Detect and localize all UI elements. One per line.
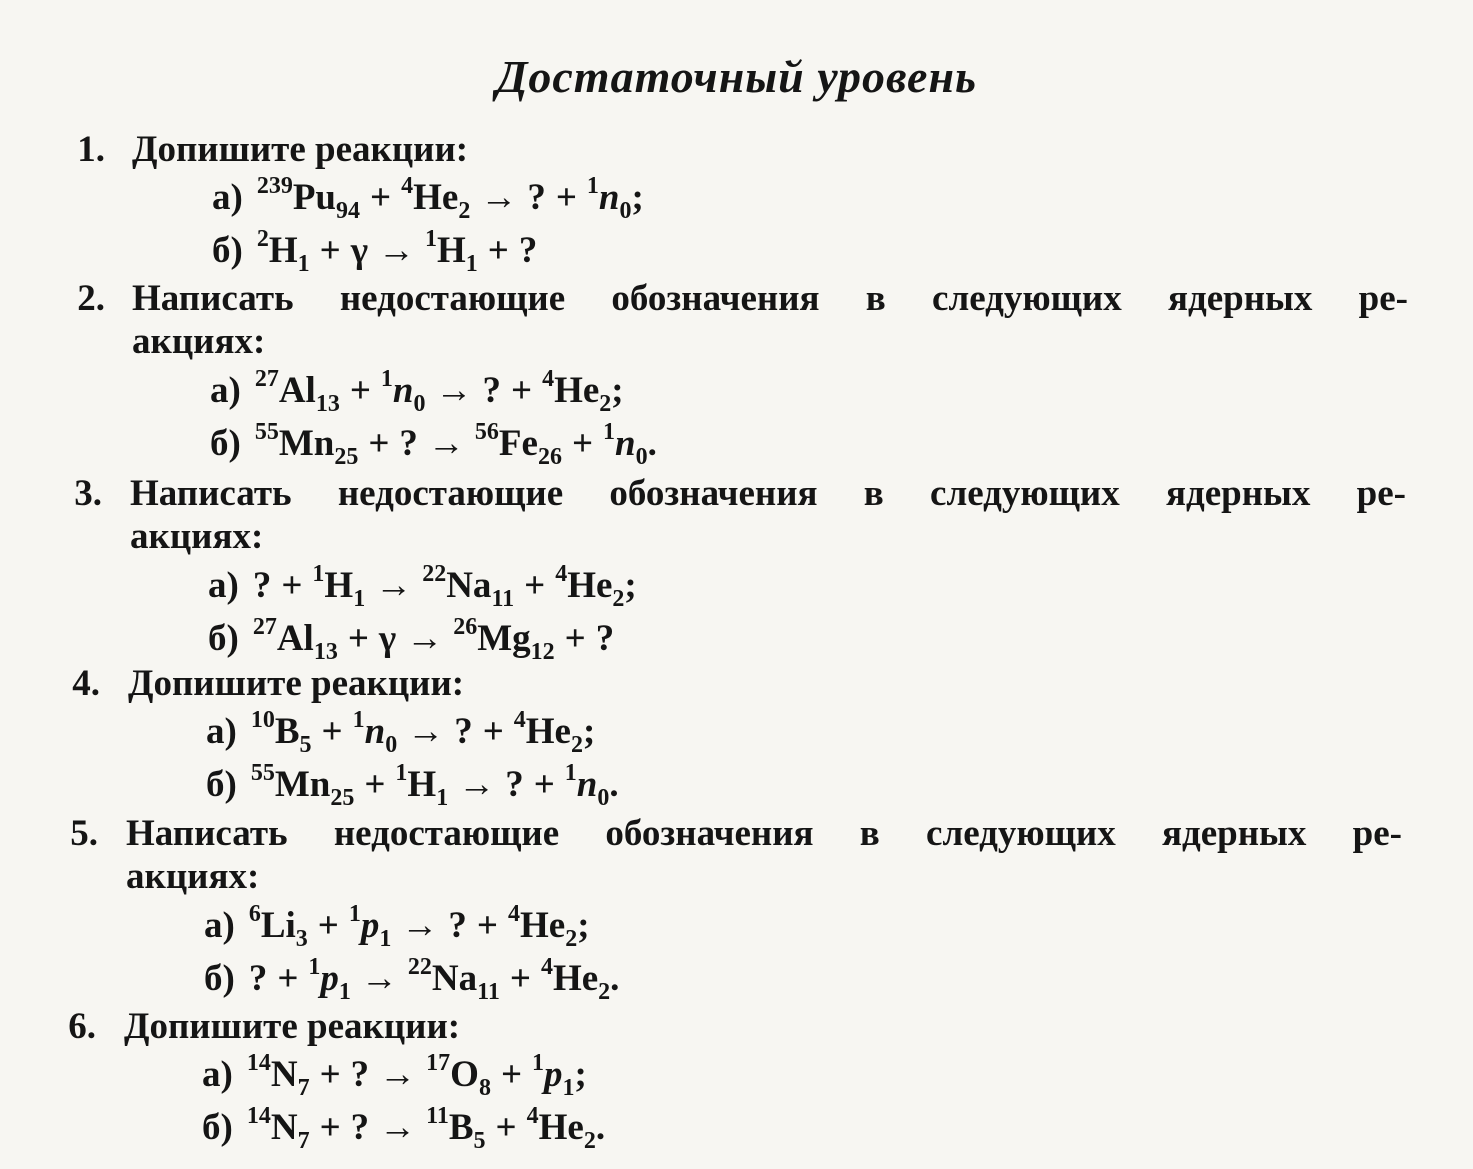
mass-number: 14 — [246, 1050, 271, 1076]
mass-number: 4 — [540, 954, 553, 980]
symbol-text: ? — [350, 1107, 370, 1148]
nuclide — [246, 1050, 310, 1101]
nuclide — [426, 1050, 491, 1101]
nuclide — [256, 226, 310, 277]
operator: + — [277, 958, 299, 999]
atomic-number: 1 — [562, 1075, 575, 1101]
task-text: Допишите реакции: — [124, 1006, 461, 1047]
nuclide — [555, 561, 625, 612]
mass-number: 1 — [532, 1050, 545, 1076]
operator: → — [458, 764, 496, 805]
element-symbol: H — [407, 764, 437, 805]
mass-number: 4 — [507, 901, 520, 927]
symbol-text: ; — [631, 177, 644, 218]
equation-label: б) — [208, 618, 239, 659]
element-symbol: O — [450, 1054, 479, 1095]
page-title: Достаточный уровень — [495, 51, 978, 102]
atomic-number: 0 — [619, 198, 632, 224]
operator: + — [349, 370, 371, 411]
element-symbol: He — [554, 370, 600, 411]
task-text-continuation: акциях: — [130, 516, 264, 557]
atomic-number: 2 — [565, 926, 578, 952]
equation-label: а) — [206, 711, 237, 752]
symbol-text: ? — [399, 423, 418, 464]
task-number: 2. — [77, 278, 105, 319]
atomic-number: 13 — [315, 391, 340, 417]
symbol-text: ? — [595, 618, 615, 659]
nuclide — [564, 760, 610, 811]
operator: → — [427, 423, 465, 464]
atomic-number: 5 — [473, 1128, 486, 1154]
mass-number: 1 — [308, 954, 321, 980]
element-symbol: n — [576, 764, 598, 805]
element-symbol: N — [270, 1054, 298, 1095]
atomic-number: 1 — [297, 251, 310, 277]
atomic-number: 94 — [336, 198, 361, 224]
element-symbol: N — [270, 1107, 298, 1148]
element-symbol: B — [274, 711, 300, 752]
atomic-number: 1 — [436, 785, 449, 811]
symbol-text: ? — [252, 565, 272, 606]
reaction-equation — [206, 707, 596, 758]
task-text: Написать недостающие обозначения в следующих ядерных ре- — [126, 813, 1402, 854]
nuclide — [254, 419, 359, 470]
nuclide — [407, 954, 500, 1005]
nuclide — [312, 561, 366, 612]
symbol-text: ? — [482, 370, 501, 411]
reaction-equation — [210, 366, 624, 417]
symbol-text: ? — [350, 1054, 370, 1095]
element-symbol: H — [324, 565, 354, 606]
mass-number: 4 — [401, 173, 414, 199]
nuclide — [526, 1103, 596, 1154]
mass-number: 56 — [474, 419, 499, 445]
mass-number: 1 — [395, 760, 408, 786]
reaction-equation — [204, 954, 620, 1005]
mass-number: 239 — [256, 173, 293, 199]
atomic-number: 3 — [295, 926, 308, 952]
symbol-text: . — [647, 423, 657, 464]
operator: + — [495, 1107, 517, 1148]
nuclide — [426, 1103, 486, 1154]
operator: + — [281, 565, 303, 606]
operator: → — [360, 958, 398, 999]
element-symbol: He — [519, 905, 566, 946]
atomic-number: 7 — [297, 1128, 310, 1154]
mass-number: 4 — [542, 366, 555, 392]
atomic-number: 2 — [612, 586, 625, 612]
task-text: Допишите реакции: — [128, 663, 465, 704]
task-number: 3. — [74, 473, 102, 514]
element-symbol: n — [364, 711, 386, 752]
mass-number: 1 — [380, 366, 393, 392]
operator: + — [370, 177, 392, 218]
atomic-number: 2 — [458, 198, 471, 224]
operator: → — [378, 230, 416, 271]
element-symbol: p — [360, 905, 380, 946]
mass-number: 1 — [425, 226, 438, 252]
element-symbol: B — [448, 1107, 474, 1148]
element-symbol: H — [268, 230, 298, 271]
mass-number: 1 — [603, 419, 616, 445]
nuclide — [586, 173, 632, 224]
nuclide — [308, 954, 351, 1005]
nuclide — [513, 707, 583, 758]
mass-number: 26 — [453, 614, 478, 640]
reaction-equation — [204, 901, 590, 952]
symbol-text: ; — [574, 1054, 587, 1095]
reaction-equation — [202, 1050, 587, 1101]
mass-number: 4 — [526, 1103, 539, 1129]
mass-number: 6 — [248, 901, 261, 927]
element-symbol: Na — [431, 958, 478, 999]
element-symbol: He — [538, 1107, 584, 1148]
atomic-number: 2 — [598, 979, 611, 1005]
mass-number: 2 — [256, 226, 269, 252]
equation-label: б) — [212, 230, 243, 271]
reaction-equation — [206, 760, 619, 811]
element-symbol: p — [544, 1054, 563, 1095]
mass-number: 1 — [564, 760, 577, 786]
operator: → — [401, 905, 439, 946]
operator: + — [500, 1054, 523, 1095]
nuclide — [395, 760, 449, 811]
operator: + — [321, 711, 343, 752]
element-symbol: Na — [446, 565, 492, 606]
symbol-text: . — [610, 958, 620, 999]
task-number: 1. — [77, 129, 105, 170]
nuclide — [348, 901, 392, 952]
atomic-number: 1 — [338, 979, 351, 1005]
symbol-text: ? — [505, 764, 524, 805]
mass-number: 10 — [250, 707, 275, 733]
mass-number: 1 — [352, 707, 365, 733]
atomic-number: 2 — [583, 1128, 596, 1154]
operator: + — [319, 230, 341, 271]
atomic-number: 11 — [491, 586, 515, 612]
task-text: Написать недостающие обозначения в следующих ядерных ре- — [130, 473, 1406, 514]
atomic-number: 2 — [570, 732, 583, 758]
element-symbol: Li — [260, 905, 296, 946]
mass-number: 55 — [250, 760, 275, 786]
nuclide — [540, 954, 611, 1005]
element-symbol: Fe — [498, 423, 538, 464]
task-text: Написать недостающие обозначения в следующих ядерных ре- — [132, 278, 1408, 319]
symbol-text: ? — [448, 905, 467, 946]
nuclide — [380, 366, 426, 417]
task-text-continuation: акциях: — [126, 856, 260, 897]
reaction-equation — [210, 419, 657, 470]
mass-number: 27 — [254, 366, 279, 392]
element-symbol: He — [413, 177, 459, 218]
task-text-continuation: акциях: — [132, 321, 266, 362]
atomic-number: 12 — [530, 639, 555, 665]
atomic-number: 0 — [597, 785, 610, 811]
atomic-number: 7 — [297, 1075, 310, 1101]
symbol-text: . — [609, 764, 619, 805]
nuclide — [422, 561, 515, 612]
mass-number: 4 — [555, 561, 568, 587]
atomic-number: 0 — [635, 444, 648, 470]
atomic-number: 11 — [477, 979, 500, 1005]
nuclide — [453, 614, 555, 665]
operator: → — [406, 618, 444, 659]
nuclide — [532, 1050, 575, 1101]
symbol-text: ; — [611, 370, 624, 411]
task-number: 6. — [68, 1006, 96, 1047]
element-symbol: p — [320, 958, 339, 999]
operator: → — [379, 1054, 417, 1095]
symbol-text: . — [595, 1107, 606, 1148]
operator: + — [564, 618, 586, 659]
symbol-text: ; — [624, 565, 637, 606]
mass-number: 27 — [252, 614, 277, 640]
nuclide — [252, 614, 338, 665]
element-symbol: He — [567, 565, 613, 606]
task-number: 4. — [72, 663, 100, 704]
operator: + — [368, 423, 390, 464]
operator: + — [511, 370, 533, 411]
mass-number: 22 — [422, 561, 447, 587]
element-symbol: Pu — [292, 177, 337, 218]
element-symbol: Al — [276, 618, 314, 659]
equation-label: б) — [206, 764, 237, 805]
equation-label: а) — [202, 1054, 233, 1095]
operator: → — [375, 565, 413, 606]
nuclide — [542, 366, 612, 417]
symbol-text: ? — [248, 958, 268, 999]
nuclide — [507, 901, 578, 952]
equation-label: б) — [204, 958, 235, 999]
atomic-number: 13 — [313, 639, 338, 665]
operator: → — [379, 1107, 417, 1148]
nuclide — [256, 173, 361, 224]
element-symbol: n — [598, 177, 620, 218]
element-symbol: He — [525, 711, 571, 752]
atomic-number: 1 — [465, 251, 478, 277]
task-number: 5. — [70, 813, 98, 854]
nuclide — [254, 366, 340, 417]
symbol-text: ; — [577, 905, 590, 946]
reaction-equation — [212, 173, 644, 224]
operator: + — [533, 764, 555, 805]
nuclide — [603, 419, 648, 470]
nuclide — [474, 419, 562, 470]
mass-number: 17 — [426, 1050, 451, 1076]
reaction-equation — [202, 1103, 606, 1154]
equation-label: а) — [208, 565, 239, 606]
mass-number: 4 — [513, 707, 526, 733]
mass-number: 55 — [254, 419, 279, 445]
symbol-text: γ — [350, 230, 369, 271]
mass-number: 22 — [407, 954, 432, 980]
mass-number: 1 — [348, 901, 361, 927]
operator: + — [319, 1107, 341, 1148]
atomic-number: 5 — [299, 732, 312, 758]
equation-label: а) — [212, 177, 243, 218]
operator: + — [482, 711, 504, 752]
nuclide — [250, 760, 355, 811]
symbol-text: ? — [527, 177, 546, 218]
nuclide — [246, 1103, 310, 1154]
atomic-number: 8 — [478, 1075, 491, 1101]
nuclide — [425, 226, 478, 277]
operator: + — [364, 764, 386, 805]
atomic-number: 0 — [413, 391, 426, 417]
element-symbol: n — [392, 370, 414, 411]
equation-label: б) — [202, 1107, 233, 1148]
atomic-number: 26 — [537, 444, 562, 470]
operator: + — [555, 177, 577, 218]
element-symbol: Mn — [274, 764, 331, 805]
element-symbol: Mg — [477, 618, 531, 659]
atomic-number: 1 — [379, 926, 392, 952]
reaction-equation — [208, 561, 637, 612]
reaction-equation — [208, 614, 615, 665]
operator: + — [319, 1054, 341, 1095]
operator: → — [435, 370, 473, 411]
operator: → — [407, 711, 445, 752]
atomic-number: 0 — [385, 732, 398, 758]
operator: + — [509, 958, 531, 999]
operator: + — [476, 905, 498, 946]
symbol-text: ? — [518, 230, 538, 271]
operator: + — [317, 905, 339, 946]
operator: → — [480, 177, 518, 218]
symbol-text: ? — [454, 711, 473, 752]
mass-number: 14 — [246, 1103, 271, 1129]
nuclide — [352, 707, 398, 758]
symbol-text: ; — [582, 711, 596, 752]
mass-number: 1 — [312, 561, 325, 587]
element-symbol: Mn — [278, 423, 335, 464]
nuclide — [248, 901, 308, 952]
equation-label: а) — [210, 370, 241, 411]
atomic-number: 25 — [334, 444, 359, 470]
element-symbol: Al — [278, 370, 316, 411]
task-text: Допишите реакции: — [132, 129, 469, 170]
reaction-equation — [212, 226, 538, 277]
mass-number: 11 — [426, 1103, 449, 1129]
operator: + — [571, 423, 594, 464]
element-symbol: n — [615, 423, 636, 464]
operator: + — [524, 565, 546, 606]
mass-number: 1 — [586, 173, 599, 199]
nuclide — [250, 707, 312, 758]
atomic-number: 25 — [330, 785, 355, 811]
operator: + — [487, 230, 509, 271]
element-symbol: He — [552, 958, 599, 999]
atomic-number: 1 — [353, 586, 366, 612]
atomic-number: 2 — [599, 391, 612, 417]
element-symbol: H — [437, 230, 466, 271]
equation-label: а) — [204, 905, 235, 946]
equation-label: б) — [210, 423, 241, 464]
operator: + — [347, 618, 369, 659]
nuclide — [401, 173, 471, 224]
symbol-text: γ — [378, 618, 397, 659]
